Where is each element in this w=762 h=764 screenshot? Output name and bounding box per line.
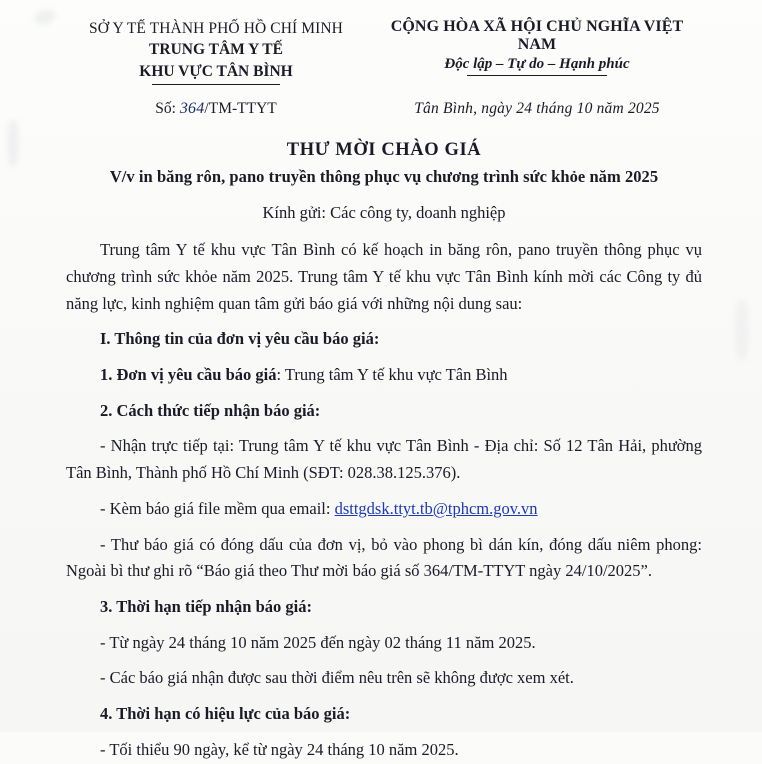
item-1-value: : Trung tâm Y tế khu vực Tân Bình: [276, 365, 508, 384]
center-line: TRUNG TÂM Y TẾ: [149, 41, 283, 59]
item-3-bullet-2: - Các báo giá nhận được sau thời điểm nêu trên sẽ không được xem xét.: [100, 668, 574, 688]
item-2-bullet-1: - Nhận trực tiếp tại: Trung tâm Y tế khu vực Tân Bình - Địa chỉ: Số 12 Tân Hải, phường Tân Bình, Thành phố Hồ Chí Minh (SĐT: 028.38.125.376).: [66, 436, 702, 483]
scan-artifact: [32, 7, 57, 27]
contact-email-link[interactable]: dsttgdsk.ttyt.tb@tphcm.gov.vn: [334, 498, 538, 518]
recipient-line: Kính gửi: Các công ty, doanh nghiệp: [262, 203, 506, 223]
item-2-heading: 2. Cách thức tiếp nhận báo giá:: [100, 400, 321, 420]
region-line: KHU VỰC TÂN BÌNH: [139, 61, 292, 82]
item-3-heading: 3. Thời hạn tiếp nhận báo giá:: [100, 597, 312, 617]
item-4-bullet-1: - Tối thiểu 90 ngày, kể từ ngày 24 tháng 10 năm 2025.: [100, 739, 459, 759]
document-number-value: 364: [179, 100, 205, 118]
item-1: [66, 362, 702, 389]
reference-row: [66, 100, 702, 118]
item-3-bullet-1: - Từ ngày 24 tháng 10 năm 2025 đến ngày 02 tháng 11 năm 2025.: [100, 632, 536, 652]
issuing-organization: [66, 18, 366, 82]
document-subtitle: V/v in băng rôn, pano truyền thông phục vụ chương trình sức khỏe năm 2025: [109, 167, 659, 187]
scan-artifact: [736, 300, 748, 360]
national-heading: [372, 18, 702, 73]
document-number-suffix: /TM-TTYT: [204, 100, 277, 118]
document-title: THƯ MỜI CHÀO GIÁ: [286, 140, 482, 161]
section-1-heading: I. Thông tin của đơn vị yêu cầu báo giá:: [100, 329, 380, 349]
item-2-bullet-2: [66, 496, 702, 523]
place-and-date: Tân Bình, ngày 24 tháng 10 năm 2025: [414, 100, 660, 118]
document-header: [66, 18, 702, 82]
national-motto: Độc lập – Tự do – Hạnh phúc: [444, 56, 630, 72]
document-number-label: Số:: [155, 100, 176, 118]
item-1-label: 1. Đơn vị yêu cầu báo giá: [100, 365, 277, 384]
intro-paragraph: Trung tâm Y tế khu vực Tân Bình có kế hoạch in băng rôn, pano truyền thông phục vụ chương trình sức khỏe năm 2025. Trung tâm Y tế khu vực Tân Bình kính mời các Công ty đủ năng lực, kinh nghiệm quan tâm gửi báo giá với những nội dung sau:: [66, 240, 702, 313]
item-4-heading: 4. Thời hạn có hiệu lực của báo giá:: [100, 704, 351, 724]
document-number: [66, 100, 366, 118]
country-name: CỘNG HÒA XÃ HỘI CHỦ NGHĨA VIỆT NAM: [390, 18, 684, 53]
email-prefix: - Kèm báo giá file mềm qua email:: [100, 498, 335, 518]
scan-artifact: [8, 120, 18, 166]
document-body: [66, 237, 702, 764]
item-2-bullet-3: - Thư báo giá có đóng dấu của đơn vị, bỏ vào phong bì dán kín, đóng dấu niêm phong: Ngoài bì thư ghi rõ “Báo giá theo Thư mời báo giá số 364/TM-TTYT ngày 24/10/2025”.: [66, 534, 702, 581]
department-line: SỞ Y TẾ THÀNH PHỐ HỒ CHÍ MINH: [89, 20, 343, 37]
title-block: [66, 140, 702, 187]
